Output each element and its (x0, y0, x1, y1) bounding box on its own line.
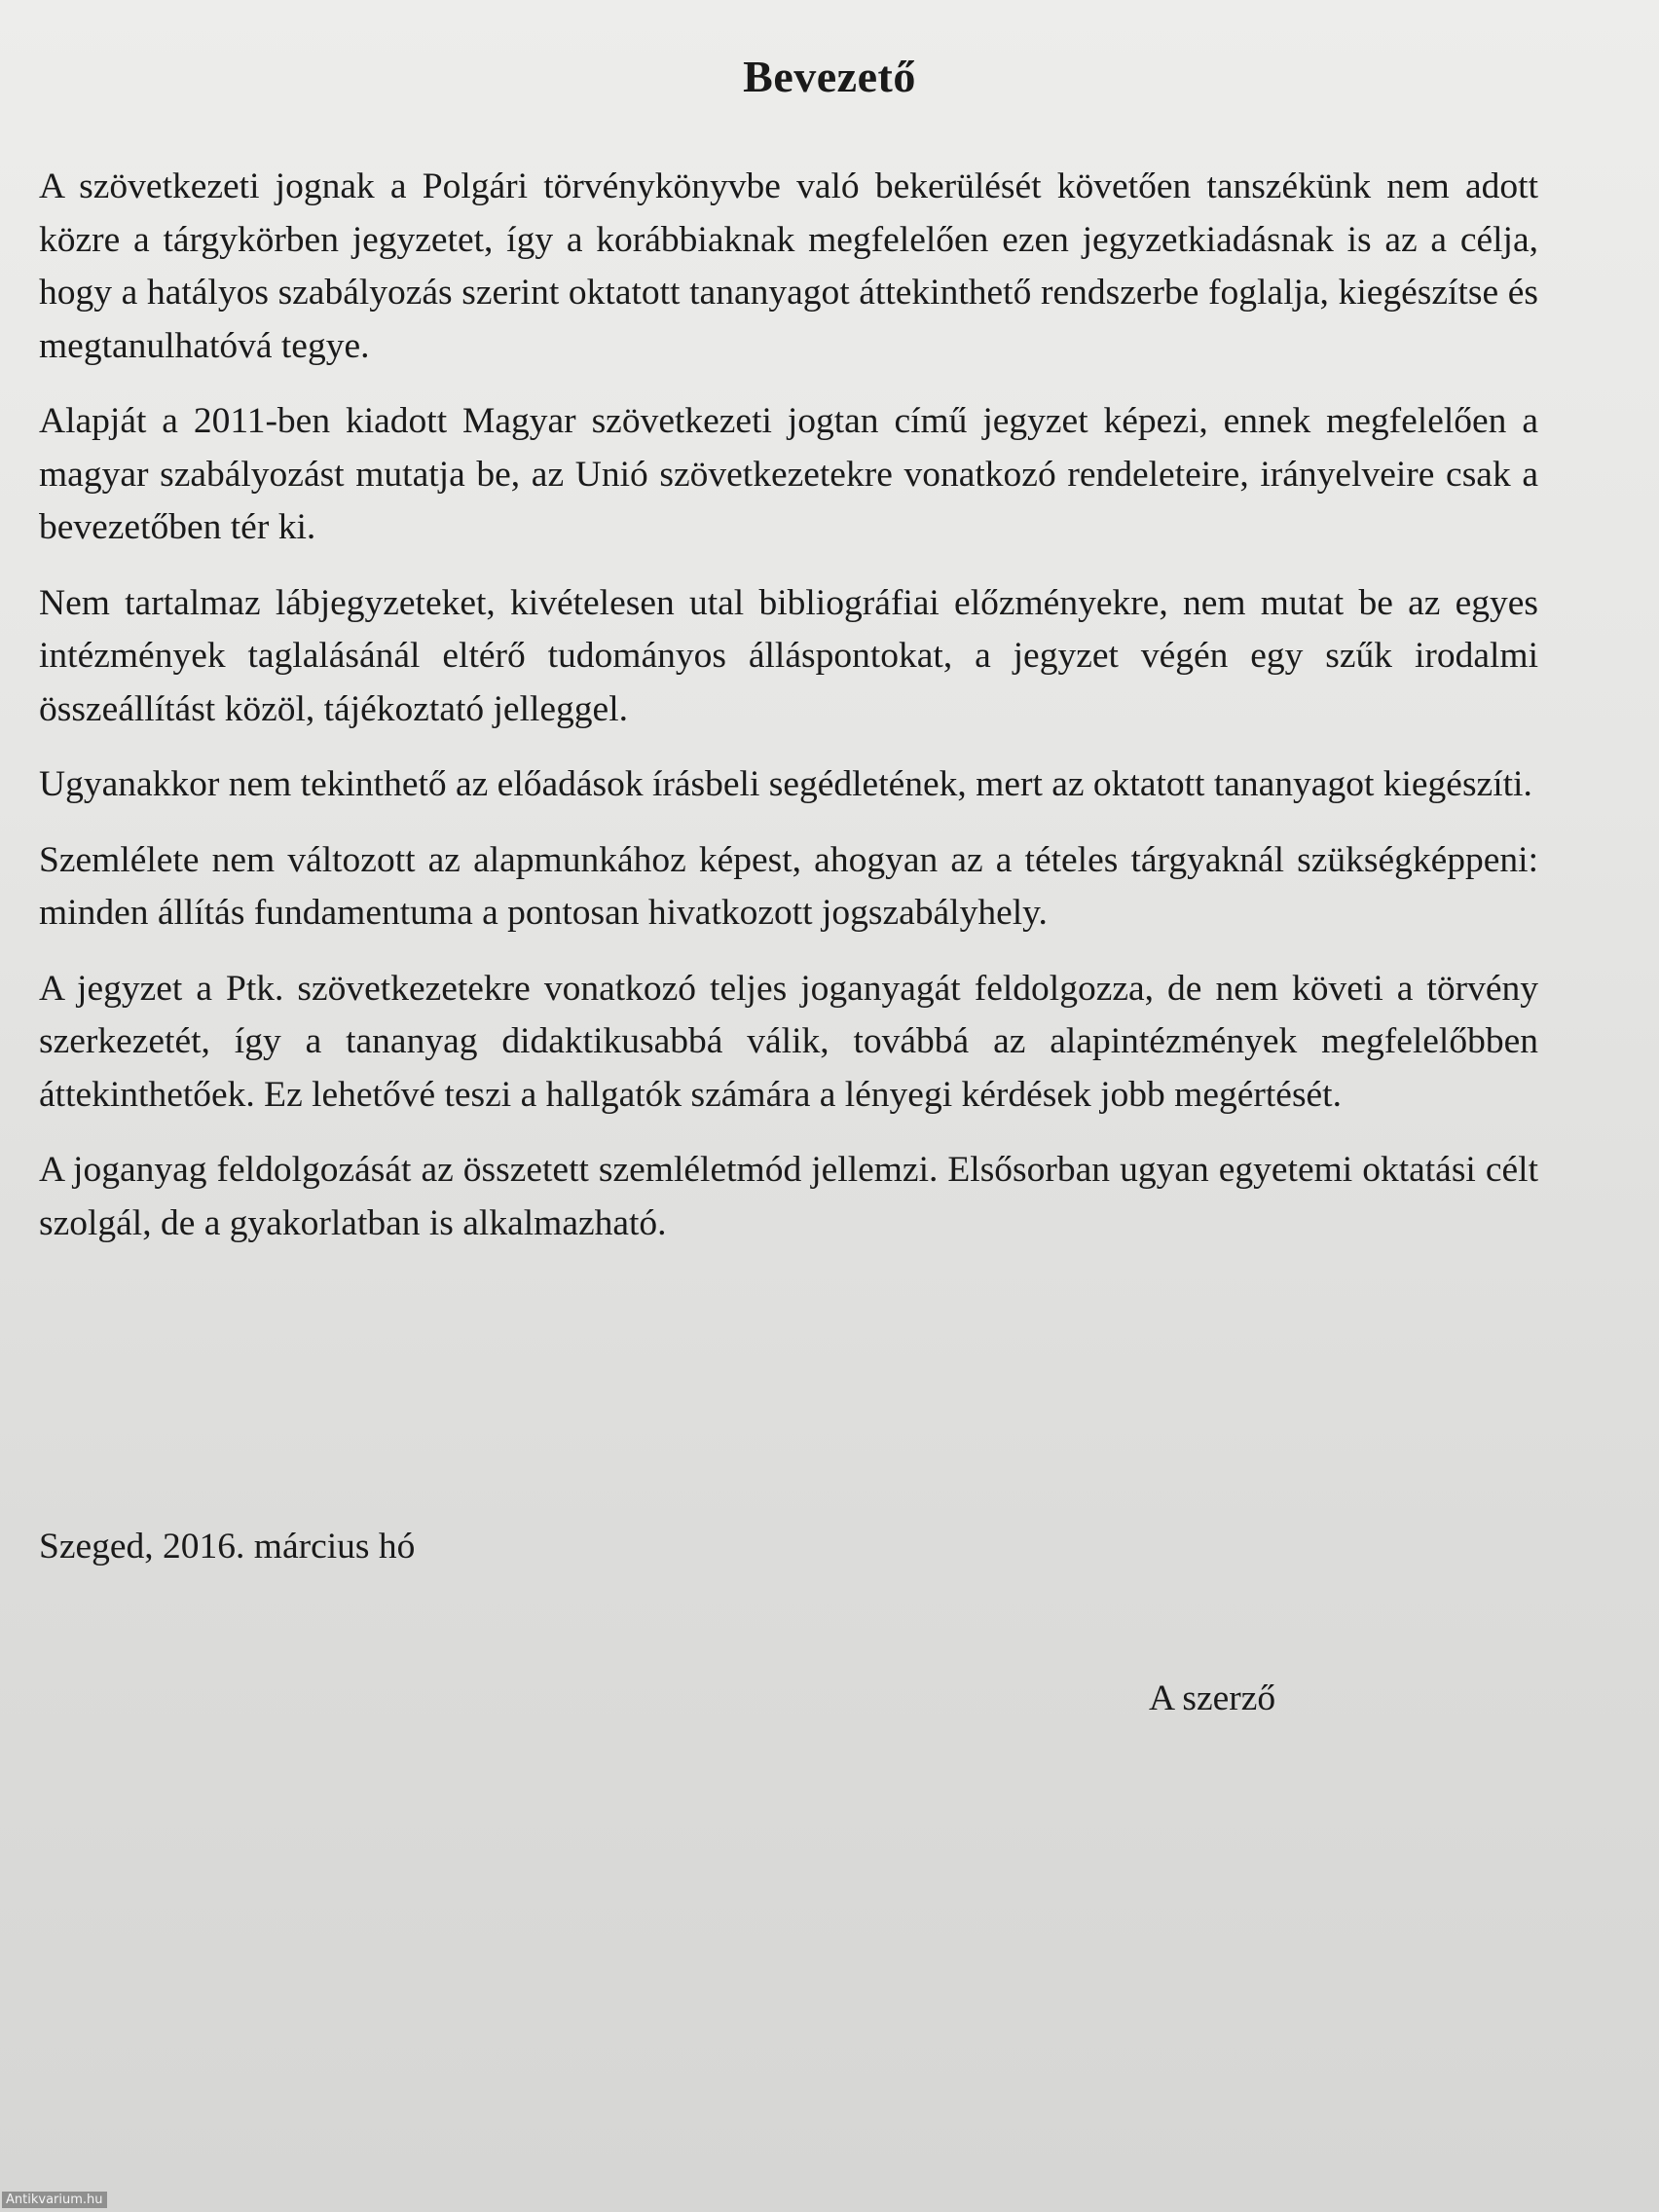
paragraph-7: A joganyag feldolgozását az összetett szemléletmód jellemzi. Elsősorban ugyan egyetemi oktatási célt szolgál, de a gyakorlatban is alkalmazható. (39, 1150, 1538, 1243)
body-text (39, 161, 1538, 1272)
paragraph-4: Ugyanakkor nem tekinthető az előadások írásbeli segédletének, mert az oktatott tananyagot kiegészíti. (39, 764, 1532, 804)
watermark: Antikvarium.hu (2, 2192, 107, 2208)
paragraph-1: A szövetkezeti jognak a Polgári törvénykönyvbe való bekerülését követően tanszékünk nem adott közre a tárgykörben jegyzetet, így a korábbiaknak megfelelően ezen jegyzetkiadásnak is az a célja, hogy a hatályos szabályozás szerint oktatott tananyagot áttekinthető rendszerbe foglalja, kiegészítse és megtanulhatóvá tegye. (39, 166, 1538, 366)
place-date: Szeged, 2016. március hó (39, 1527, 416, 1567)
page-title: Bevezető (743, 52, 916, 101)
author-signature: A szerző (1149, 1678, 1276, 1718)
paragraph-6: A jegyzet a Ptk. szövetkezetekre vonatkozó teljes joganyagát feldolgozza, de nem követi a törvény szerkezetét, így a tananyag didaktikusabbá válik, továbbá az alapintézmények megfelelőbben áttekinthetőek. Ez lehetővé teszi a hallgatók számára a lényegi kérdések jobb megértését. (39, 968, 1538, 1115)
paragraph-3: Nem tartalmaz lábjegyzeteket, kivételesen utal bibliográfiai előzményekre, nem mutat be az egyes intézmények taglalásánál eltérő tudományos álláspontokat, a jegyzet végén egy szűk irodalmi összeállítást közöl, tájékoztató jelleggel. (39, 582, 1538, 729)
paragraph-5: Szemlélete nem változott az alapmunkához képest, ahogyan az a tételes tárgyaknál szükségképpeni: minden állítás fundamentuma a pontosan hivatkozott jogszabályhely. (39, 839, 1538, 933)
paragraph-2: Alapját a 2011-ben kiadott Magyar szövetkezeti jogtan című jegyzet képezi, ennek megfelelően a magyar szabályozást mutatja be, az Unió szövetkezetekre vonatkozó rendeleteire, irányelveire csak a bevezetőben tér ki. (39, 401, 1538, 547)
